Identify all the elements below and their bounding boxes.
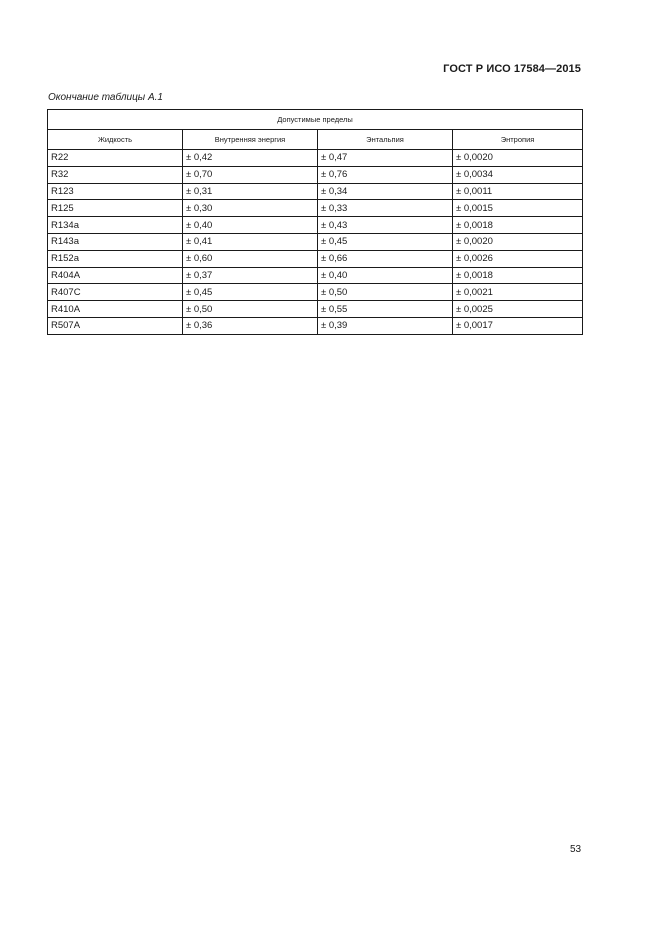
cell-fluid: R152a: [48, 250, 183, 267]
cell-enthalpy: ± 0,33: [318, 200, 453, 217]
cell-internal-energy: ± 0,41: [183, 233, 318, 250]
column-header-internal-energy: Внутренняя энергия: [183, 130, 318, 150]
cell-enthalpy: ± 0,50: [318, 284, 453, 301]
cell-internal-energy: ± 0,70: [183, 166, 318, 183]
cell-enthalpy: ± 0,40: [318, 267, 453, 284]
cell-fluid: R410A: [48, 301, 183, 318]
cell-entropy: ± 0,0020: [453, 150, 583, 167]
cell-fluid: R32: [48, 166, 183, 183]
cell-fluid: R404A: [48, 267, 183, 284]
cell-entropy: ± 0,0020: [453, 233, 583, 250]
cell-entropy: ± 0,0025: [453, 301, 583, 318]
table-row: [48, 233, 583, 250]
table-row: [48, 250, 583, 267]
cell-enthalpy: ± 0,39: [318, 317, 453, 334]
cell-entropy: ± 0,0026: [453, 250, 583, 267]
cell-internal-energy: ± 0,37: [183, 267, 318, 284]
cell-internal-energy: ± 0,30: [183, 200, 318, 217]
cell-internal-energy: ± 0,31: [183, 183, 318, 200]
cell-entropy: ± 0,0015: [453, 200, 583, 217]
cell-enthalpy: ± 0,43: [318, 217, 453, 234]
table-row: [48, 200, 583, 217]
table-row: [48, 267, 583, 284]
cell-enthalpy: ± 0,76: [318, 166, 453, 183]
cell-fluid: R125: [48, 200, 183, 217]
cell-fluid: R22: [48, 150, 183, 167]
table-body: [48, 150, 583, 335]
cell-fluid: R407C: [48, 284, 183, 301]
cell-enthalpy: ± 0,47: [318, 150, 453, 167]
table-caption: Окончание таблицы А.1: [48, 92, 163, 103]
cell-internal-energy: ± 0,45: [183, 284, 318, 301]
cell-internal-energy: ± 0,60: [183, 250, 318, 267]
column-header-entropy: Энтропия: [453, 130, 583, 150]
cell-internal-energy: ± 0,36: [183, 317, 318, 334]
cell-entropy: ± 0,0018: [453, 267, 583, 284]
cell-enthalpy: ± 0,66: [318, 250, 453, 267]
cell-internal-energy: ± 0,42: [183, 150, 318, 167]
cell-entropy: ± 0,0017: [453, 317, 583, 334]
table-row: [48, 217, 583, 234]
group-header-permissible-limits: Допустимые пределы: [48, 110, 583, 130]
cell-fluid: R134a: [48, 217, 183, 234]
cell-fluid: R123: [48, 183, 183, 200]
cell-fluid: R143a: [48, 233, 183, 250]
cell-enthalpy: ± 0,55: [318, 301, 453, 318]
cell-internal-energy: ± 0,40: [183, 217, 318, 234]
cell-entropy: ± 0,0034: [453, 166, 583, 183]
limits-table: [47, 109, 583, 335]
table-row: [48, 301, 583, 318]
cell-entropy: ± 0,0011: [453, 183, 583, 200]
column-header-fluid: Жидкость: [48, 130, 183, 150]
cell-entropy: ± 0,0018: [453, 217, 583, 234]
table-row: [48, 166, 583, 183]
table-row: [48, 150, 583, 167]
page-number: 53: [570, 844, 582, 855]
table-row: [48, 317, 583, 334]
table-row: [48, 183, 583, 200]
column-header-enthalpy: Энтальпия: [318, 130, 453, 150]
cell-fluid: R507A: [48, 317, 183, 334]
table-group-header-row: [48, 110, 583, 130]
table-column-header-row: [48, 130, 583, 150]
cell-enthalpy: ± 0,45: [318, 233, 453, 250]
cell-entropy: ± 0,0021: [453, 284, 583, 301]
table-row: [48, 284, 583, 301]
cell-internal-energy: ± 0,50: [183, 301, 318, 318]
document-code: ГОСТ Р ИСО 17584—2015: [443, 63, 581, 75]
cell-enthalpy: ± 0,34: [318, 183, 453, 200]
